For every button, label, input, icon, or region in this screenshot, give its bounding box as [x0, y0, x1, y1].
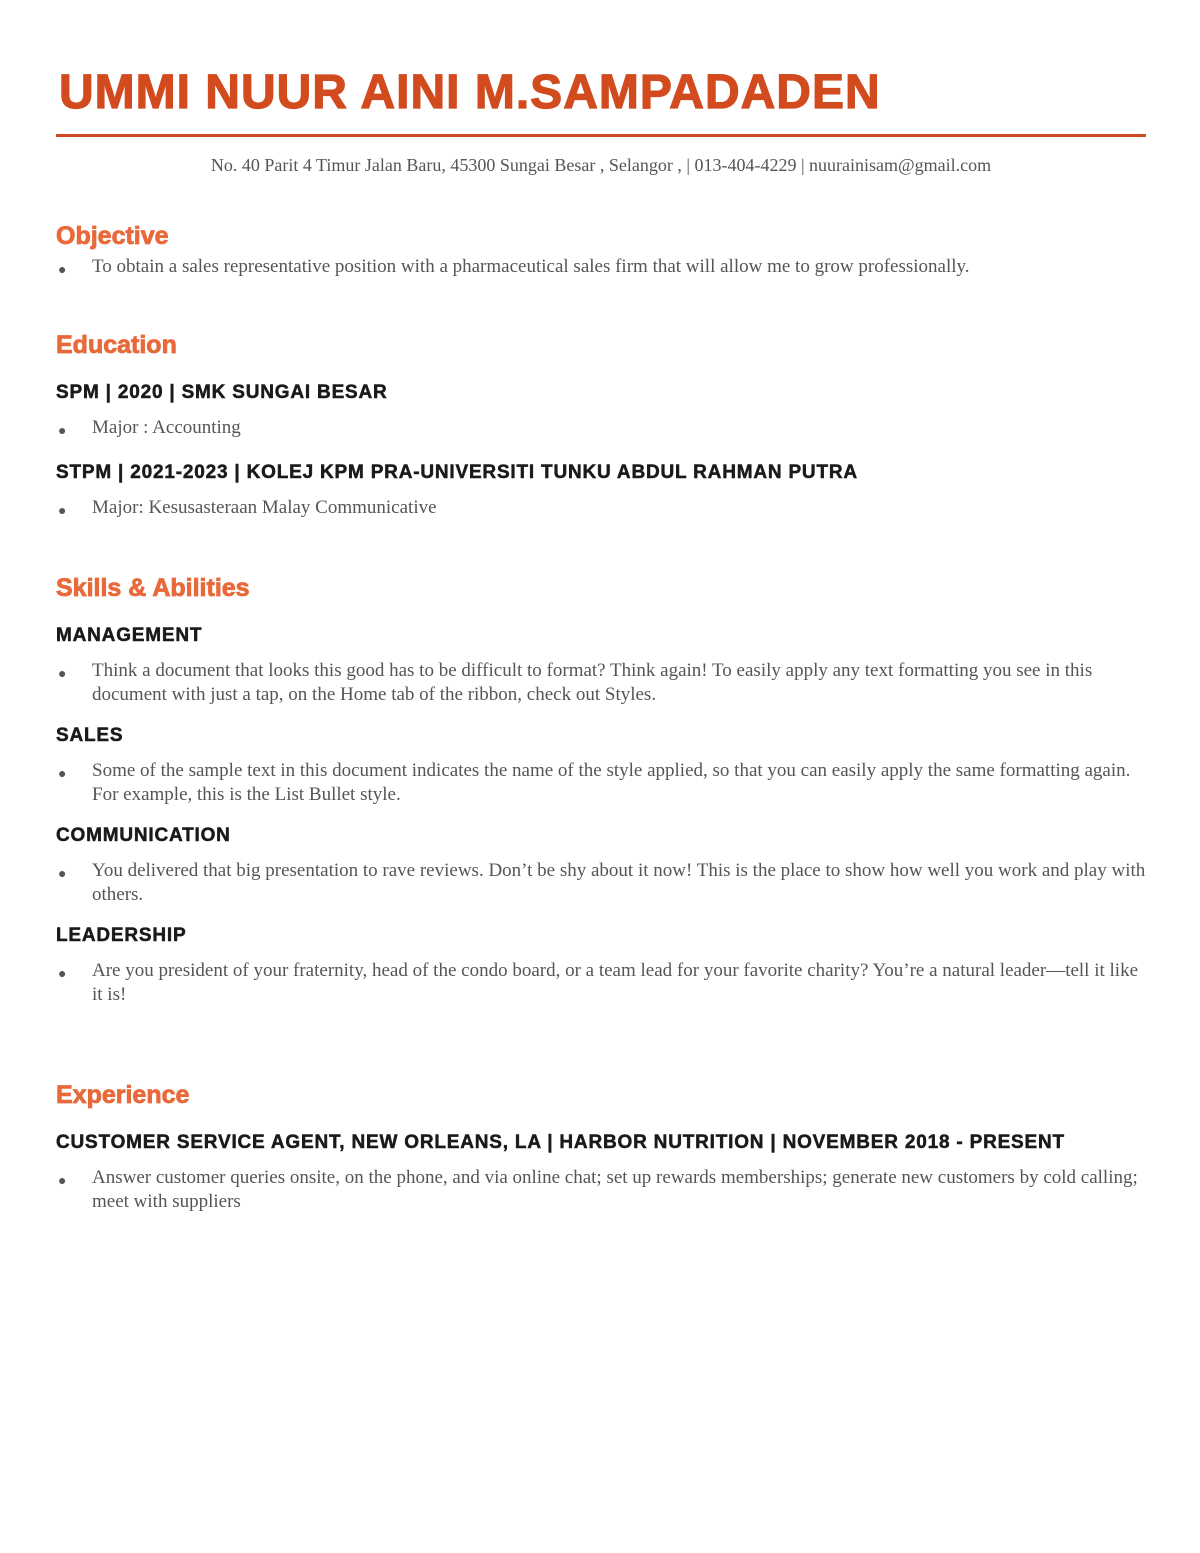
- resume-page: [56, 62, 1146, 1212]
- skill-group-list: [56, 959, 1146, 1007]
- skill-group-list: [56, 659, 1146, 707]
- skill-group-title: COMMUNICATION: [56, 825, 231, 846]
- bullet-icon: ●: [58, 424, 67, 439]
- header-divider: [56, 134, 1146, 137]
- bullet-icon: ●: [58, 767, 67, 782]
- education-entry-title: STPM | 2021-2023 | KOLEJ KPM PRA-UNIVERSITI TUNKU ABDUL RAHMAN PUTRA: [56, 462, 858, 483]
- resume-name: UMMI NUUR AINI M.SAMPADADEN: [59, 66, 881, 119]
- skills-section: [56, 571, 1146, 1007]
- objective-list: [56, 255, 1146, 279]
- experience-section: [56, 1078, 1146, 1214]
- experience-entry-detail: Answer customer queries onsite, on the phone, and via online chat; set up rewards memberships; generate new customers by cold calling; meet with suppliers: [92, 1167, 1138, 1212]
- list-item: [56, 959, 1146, 1007]
- objective-text: To obtain a sales representative position with a pharmaceutical sales firm that will allow me to grow professionally.: [92, 256, 970, 277]
- bullet-icon: ●: [58, 263, 67, 278]
- experience-entry-list: [56, 1166, 1146, 1214]
- bullet-icon: ●: [58, 867, 67, 882]
- education-entry-detail: Major: Kesusasteraan Malay Communicative: [92, 497, 437, 518]
- list-item: [56, 759, 1146, 807]
- bullet-icon: ●: [58, 1174, 67, 1189]
- skill-group-detail: Are you president of your fraternity, head of the condo board, or a team lead for your favorite charity? You’re a natural leader—tell it like it is!: [92, 960, 1139, 1005]
- skill-group-detail: You delivered that big presentation to rave reviews. Don’t be shy about it now! This is the place to show how well you work and play with others.: [92, 860, 1146, 905]
- bullet-icon: ●: [58, 667, 67, 682]
- skill-group-title: LEADERSHIP: [56, 925, 187, 946]
- education-entry-list: [56, 416, 1146, 440]
- list-item: [56, 859, 1146, 907]
- list-item: [56, 659, 1146, 707]
- list-item: [56, 496, 1146, 520]
- skill-group-detail: Think a document that looks this good has to be difficult to format? Think again! To easily apply any text formatting you see in this document with just a tap, on the Home tab of the ribbon, check out Styles.: [92, 660, 1093, 705]
- skills-heading: Skills & Abilities: [56, 574, 250, 602]
- objective-heading: Objective: [56, 222, 169, 250]
- skill-group-title: MANAGEMENT: [56, 625, 203, 646]
- education-section: [56, 328, 1146, 520]
- education-entry-list: [56, 496, 1146, 520]
- list-item: [56, 255, 1146, 279]
- experience-heading: Experience: [56, 1081, 190, 1109]
- objective-section: [56, 219, 1146, 279]
- skill-group-title: SALES: [56, 725, 124, 746]
- education-entry-title: SPM | 2020 | SMK SUNGAI BESAR: [56, 382, 388, 403]
- list-item: [56, 1166, 1146, 1214]
- education-entry-detail: Major : Accounting: [92, 417, 241, 438]
- bullet-icon: ●: [58, 504, 67, 519]
- education-heading: Education: [56, 331, 177, 359]
- bullet-icon: ●: [58, 967, 67, 982]
- skill-group-list: [56, 759, 1146, 807]
- contact-line: No. 40 Parit 4 Timur Jalan Baru, 45300 Sungai Besar , Selangor , | 013-404-4229 | nuurainisam@gmail.com: [210, 155, 992, 175]
- skill-group-list: [56, 859, 1146, 907]
- skill-group-detail: Some of the sample text in this document indicates the name of the style applied, so that you can easily apply the same formatting again. For example, this is the List Bullet style.: [92, 760, 1131, 805]
- experience-entry-title: CUSTOMER SERVICE AGENT, NEW ORLEANS, LA | HARBOR NUTRITION | NOVEMBER 2018 - PRESENT: [56, 1132, 1065, 1153]
- list-item: [56, 416, 1146, 440]
